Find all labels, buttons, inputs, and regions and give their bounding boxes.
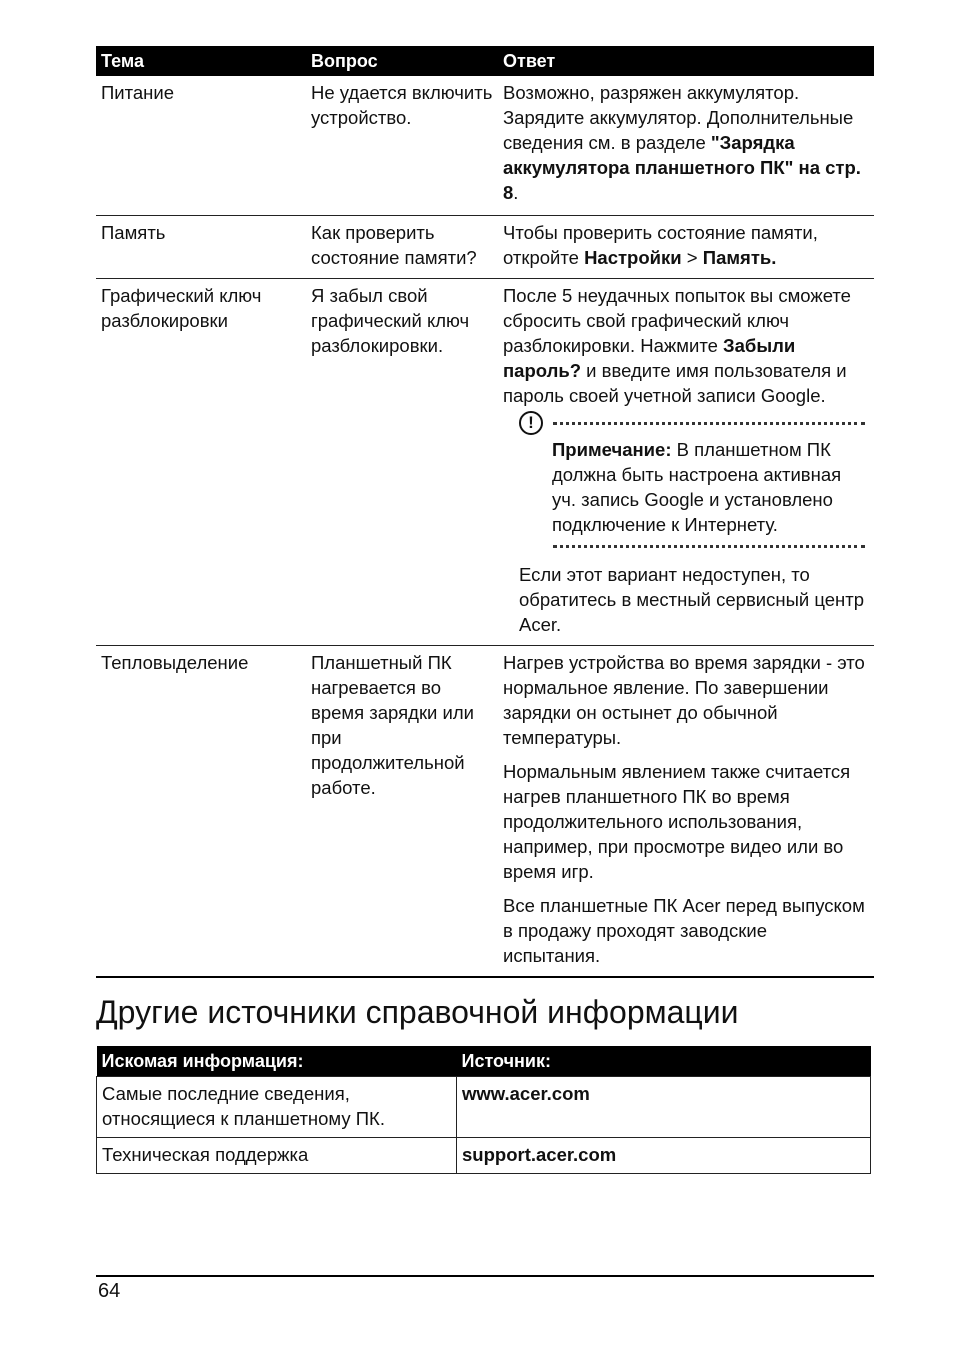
- column-header-topic: Тема: [96, 46, 306, 76]
- answer-paragraph: Нормальным явлением также считается нагрев планшетного ПК во время продолжительного использования, например, при просмотре видео или во время игр.: [503, 761, 851, 882]
- table-row: [96, 216, 874, 279]
- question-cell: Не удается включить устройство.: [306, 76, 498, 216]
- column-header-info: Искомая информация:: [97, 1046, 457, 1077]
- section-title: Другие источники справочной информации: [96, 994, 739, 1030]
- answer-paragraph: Нагрев устройства во время зарядки - это нормальное явление. По завершении зарядки он остынет до обычной температуры.: [503, 652, 865, 748]
- answer-cell: [498, 216, 874, 279]
- exclamation-circle-icon: !: [519, 411, 543, 435]
- note-divider-bottom: [553, 545, 865, 548]
- forgot-password-label: Забыли пароль?: [503, 335, 796, 381]
- topic-cell: Память: [96, 216, 306, 279]
- answer-text: После 5 неудачных попыток вы сможете сбросить свой графический ключ разблокировки. Нажмите: [503, 285, 851, 356]
- table-row: [96, 646, 874, 978]
- faq-section: [96, 46, 874, 978]
- note-text: [552, 437, 869, 537]
- topic-cell: Тепловыделение: [96, 646, 306, 978]
- cross-reference-link[interactable]: "Зарядка аккумулятора планшетного ПК" на стр. 8: [503, 132, 861, 203]
- note-body: В планшетном ПК должна быть настроена активная уч. запись Google и установлено подключение к Интернету.: [552, 439, 842, 535]
- answer-text: Возможно, разряжен аккумулятор. Зарядите аккумулятор. Дополнительные сведения см. в разделе: [503, 82, 854, 153]
- note-label: Примечание:: [552, 439, 672, 460]
- memory-menu-label: Память.: [702, 247, 777, 268]
- topic-cell: Питание: [96, 76, 306, 216]
- settings-menu-label: Настройки: [584, 247, 682, 268]
- note-box: [519, 413, 869, 548]
- table-header-row: [97, 1046, 871, 1077]
- source-link[interactable]: support.acer.com: [457, 1138, 871, 1174]
- page-number: 64: [98, 1280, 121, 1302]
- table-row: [96, 279, 874, 646]
- question-cell: Как проверить состояние памяти?: [306, 216, 498, 279]
- info-sources-table: [96, 1046, 871, 1174]
- footer-divider: [96, 1275, 874, 1277]
- topic-cell: Графический ключ разблокировки: [96, 279, 306, 646]
- answer-cell: [498, 279, 874, 646]
- after-note-text: Если этот вариант недоступен, то обратитесь в местный сервисный центр Acer.: [519, 564, 865, 635]
- column-header-answer: Ответ: [498, 46, 874, 76]
- answer-text: Чтобы проверить состояние памяти, откройте: [503, 222, 818, 268]
- column-header-question: Вопрос: [306, 46, 498, 76]
- info-cell: Самые последние сведения, относящиеся к планшетному ПК.: [97, 1077, 457, 1138]
- question-cell: Планшетный ПК нагревается во время зарядки или при продолжительной работе.: [306, 646, 498, 978]
- menu-separator: >: [681, 247, 703, 268]
- source-link[interactable]: www.acer.com: [457, 1077, 871, 1138]
- answer-paragraph: Все планшетные ПК Acer перед выпуском в продажу проходят заводские испытания.: [503, 895, 865, 966]
- info-cell: Техническая поддержка: [97, 1138, 457, 1174]
- table-row: [97, 1077, 871, 1138]
- question-cell: Я забыл свой графический ключ разблокировки.: [306, 279, 498, 646]
- table-row: [96, 76, 874, 216]
- answer-text: .: [513, 182, 519, 203]
- answer-cell: [498, 646, 874, 978]
- table-header-row: [96, 46, 874, 76]
- column-header-source: Источник:: [457, 1046, 871, 1077]
- answer-cell: [498, 76, 874, 216]
- table-row: [97, 1138, 871, 1174]
- troubleshooting-table: [96, 46, 874, 978]
- note-divider-top: [553, 422, 865, 425]
- answer-text: и введите имя пользователя и пароль своей учетной записи Google.: [503, 360, 847, 406]
